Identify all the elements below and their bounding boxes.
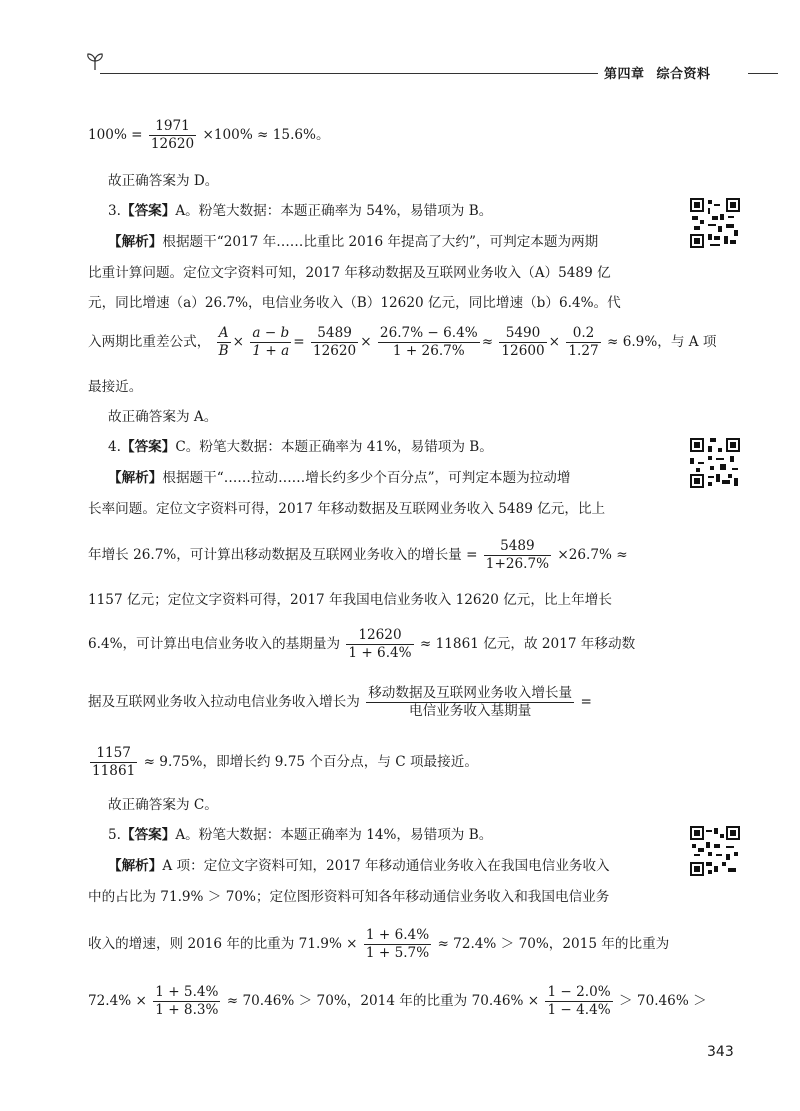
analysis-tag: 【解析】 xyxy=(108,234,163,250)
answer-tag: 【答案】 xyxy=(120,203,176,219)
q3-answer-heading: 3.【答案】A。粉笔大数据：本题正确率为 54%，易错项为 B。 xyxy=(108,203,493,219)
q5-answer-heading: 5.【答案】A。粉笔大数据：本题正确率为 14%，易错项为 B。 xyxy=(108,827,493,843)
answer-tag: 【答案】 xyxy=(120,827,176,843)
formula-line: 收入的增速，则 2016 年的比重为 71.9% × $\frac{1 + 6.4\%}{1 + 5.7\%}$ ≈ 72.4% ＞ 70%，2015 年的比重为 xyxy=(88,927,670,961)
text-line: 1157 亿元；定位文字资料可得，2017 年我国电信业务收入 12620 亿元，比上年增长 xyxy=(88,592,612,608)
answer-tag: 【答案】 xyxy=(120,439,176,455)
formula-line: 72.4% × $\frac{1 + 5.4\%}{1 + 8.3\%}$ ≈ 70.46% ＞ 70%，2014 年的比重为 70.46% × $\frac{1 - 2.0\%}{1 - 4.4\%}$ ＞ 70.46% ＞ xyxy=(88,984,707,1018)
header-rule-end xyxy=(748,73,778,74)
fraction: $\frac{a - b}{1 + a}$ xyxy=(252,325,290,359)
answer-line: 故正确答案为 C。 xyxy=(108,797,218,813)
fraction: $\frac{1 + 6.4\%}{1 + 5.7\%}$ xyxy=(365,927,430,961)
fraction: $\frac{\text{移动数据及互联网业务收入增长量}}{\text{电信业务收入基期量}}$ xyxy=(368,685,573,719)
formula-line: 据及互联网业务收入拉动电信业务收入增长为 $\frac{\text{移动数据及互联网业务收入增长量}}{\text{电信业务收入基期量}}$ = xyxy=(88,685,592,719)
qr-code-icon[interactable] xyxy=(690,438,740,488)
sprout-icon xyxy=(84,50,106,72)
answer-line: 故正确答案为 D。 xyxy=(108,173,219,189)
page-number: 343 xyxy=(707,1044,734,1060)
fraction: $\frac{1 - 2.0\%}{1 - 4.4\%}$ xyxy=(547,984,611,1018)
fraction: $\frac{5489}{1+26.7\%}$ xyxy=(485,538,550,572)
page-header xyxy=(0,0,800,90)
text-line: 比重计算问题。定位文字资料可知，2017 年移动数据及互联网业务收入（A）5489 亿 xyxy=(88,265,611,281)
fraction: $\frac{12620}{1 + 6.4\%}$ xyxy=(348,627,412,661)
fraction: $\frac{0.2}{1.27}$ xyxy=(568,325,599,359)
fraction: $\frac{A}{B}$ xyxy=(218,325,229,359)
formula-line: $\frac{1157}{11861}$ ≈ 9.75%，即增长约 9.75 个百分点，与 C 项最接近。 xyxy=(92,745,478,779)
qr-code-icon[interactable] xyxy=(690,826,740,876)
formula-line: 年增长 26.7%，可计算出移动数据及互联网业务收入的增长量 = $\frac{5489}{1+26.7\%}$ ×26.7% ≈ xyxy=(88,538,628,572)
chapter-title xyxy=(604,63,711,82)
formula-line: 入两期比重差公式， $\frac{A}{B}$ × $\frac{a - b}{1 + a}$ = $\frac{5489}{12620}$ × $\frac{26.7\% - 6.4\%}{1 + 26.7\%}$ ≈ $\frac{5490}{12600}$ × $\frac{0.2}{1.27}$ ≈ 6.9%，与 A 项 xyxy=(88,325,717,359)
q5-analysis-line: 【解析】A 项：定位文字资料可知，2017 年移动通信业务收入在我国电信业务收入 xyxy=(108,858,610,874)
qr-code-icon[interactable] xyxy=(690,198,740,248)
chapter-number: 第四章 xyxy=(604,67,645,82)
q3-analysis-line: 【解析】根据题干“2017 年……比重比 2016 年提高了大约”，可判定本题为两期 xyxy=(108,234,599,250)
fraction: $\frac{1 + 5.4\%}{1 + 8.3\%}$ xyxy=(155,984,219,1018)
analysis-tag: 【解析】 xyxy=(108,470,163,486)
fraction: $\frac{26.7\% - 6.4\%}{1 + 26.7\%}$ xyxy=(379,325,478,359)
analysis-tag: 【解析】 xyxy=(108,858,163,874)
text-line: 100% = $\frac{1971}{12620}$ ×100% ≈ 15.6%。 xyxy=(88,118,330,152)
section-name: 综合资料 xyxy=(656,67,711,82)
text-line: 元，同比增速（a）26.7%，电信业务收入（B）12620 亿元，同比增速（b）6.4%。代 xyxy=(88,295,621,311)
fraction: $\frac{1971}{12620}$ xyxy=(150,118,195,152)
fraction: $\frac{5489}{12620}$ xyxy=(312,325,357,359)
text-line: 最接近。 xyxy=(88,379,143,395)
text-line: 长率问题。定位文字资料可得，2017 年移动数据及互联网业务收入 5489 亿元，比上 xyxy=(88,501,606,517)
fraction: $\frac{5490}{12600}$ xyxy=(501,325,545,359)
answer-line: 故正确答案为 A。 xyxy=(108,409,218,425)
q4-analysis-line: 【解析】根据题干“……拉动……增长约多少个百分点”，可判定本题为拉动增 xyxy=(108,470,571,486)
fraction: $\frac{1157}{11861}$ xyxy=(92,745,136,779)
text-line: 中的占比为 71.9% ＞ 70%；定位图形资料可知各年移动通信业务收入和我国电信业务 xyxy=(88,889,610,905)
header-rule xyxy=(100,73,598,74)
formula-line: 6.4%，可计算出电信业务收入的基期量为 $\frac{12620}{1 + 6.4\%}$ ≈ 11861 亿元，故 2017 年移动数 xyxy=(88,627,636,661)
q4-answer-heading: 4.【答案】C。粉笔大数据：本题正确率为 41%，易错项为 B。 xyxy=(108,439,493,455)
